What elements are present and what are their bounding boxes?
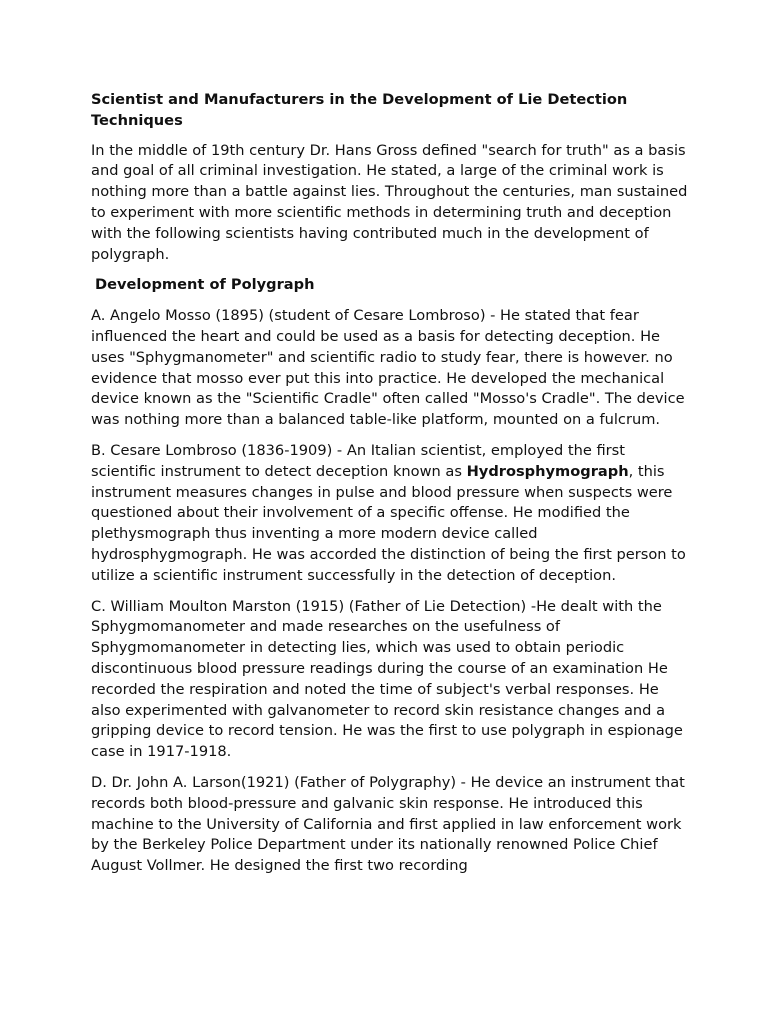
paragraph-larson: D. Dr. John A. Larson(1921) (Father of Polygraphy) - He device an instrument that records both blood-pressure and galvanic skin response. He introduced this machine to the University of California and first applied in law enforcement work by the Berkeley Police Department under its nationally renowned Police Chief August Vollmer. He designed the first two recording: [91, 773, 685, 875]
document-title: Scientist and Manufacturers in the Development of Lie Detection Techniques: [91, 91, 628, 129]
intro-paragraph: In the middle of 19th century Dr. Hans Gross defined "search for truth" as a basis and goal of all criminal investigation. He stated, a large of the criminal work is nothing more than a battle against lies. Throughout the centuries, man sustained to experiment with more scientific methods in determining truth and deception with the following scientists having contributed much in the development of polygraph.: [91, 141, 688, 263]
hydrosphymograph-term: Hydrosphymograph: [466, 462, 629, 480]
paragraph-marston: C. William Moulton Marston (1915) (Father of Lie Detection) -He dealt with the Sphygmomanometer and made researches on the usefulness of Sphygmomanometer in detecting lies, which was used to obtain periodic discontinuous blood pressure readings during the course of an examination He recorded the respiration and noted the time of subject's verbal responses. He also experimented with galvanometer to record skin resistance changes and a gripping device to record tension. He was the first to use polygraph in espionage case in 1917-1918.: [91, 597, 683, 761]
paragraph-lombroso: [91, 441, 688, 587]
section-heading: Development of Polygraph: [95, 276, 315, 294]
paragraph-mosso: A. Angelo Mosso (1895) (student of Cesare Lombroso) - He stated that fear influenced the heart and could be used as a basis for detecting deception. He uses "Sphygmanometer" and scientific radio to study fear, there is however. no evidence that mosso ever put this into practice. He developed the mechanical device known as the "Scientific Cradle" often called "Mosso's Cradle". The device was nothing more than a balanced table-like platform, mounted on a fulcrum.: [91, 307, 685, 429]
paragraph-lombroso-text-end: , this instrument measures changes in pulse and blood pressure when suspects were questioned about their involvement of a specific offense. He modified the plethysmograph thus inventing a more modern device called hydrosphygmograph. He was accorded the distinction of being the first person to utilize a scientific instrument successfully in the detection of deception.: [91, 462, 686, 584]
paragraph-lombroso-text-start: B. Cesare Lombroso (1836-1909) - An Italian scientist, employed the first scientific instrument to detect deception known as: [91, 441, 625, 480]
